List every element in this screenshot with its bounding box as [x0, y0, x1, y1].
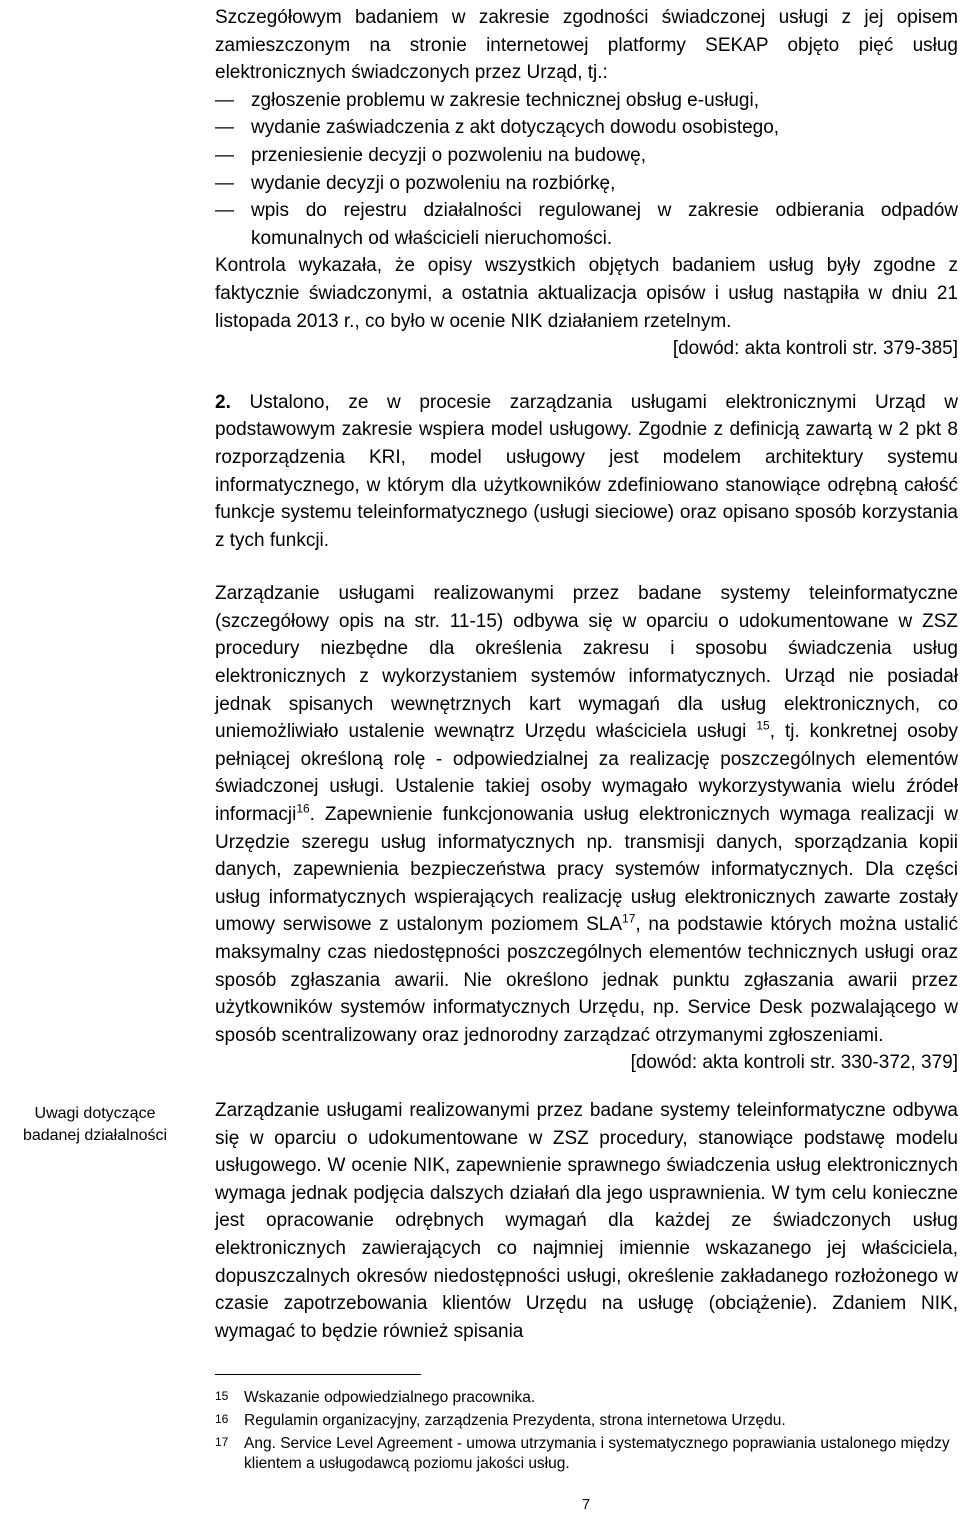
footnote: 17 Ang. Service Level Agreement - umowa utrzymania i systematycznego poprawiania ustalonego między klientem a usługodawcą poziomu jakości usług.: [215, 1434, 958, 1474]
service-list: [215, 87, 958, 253]
list-item: — wydanie decyzji o pozwoleniu na rozbiórkę,: [215, 170, 958, 198]
footnotes: [215, 1388, 958, 1477]
evidence-reference: [dowód: akta kontroli str. 330-372, 379]: [630, 1052, 958, 1074]
intro-paragraph: Szczegółowym badaniem w zakresie zgodności świadczonej usługi z jej opisem zamieszczonym na stronie internetowej platformy SEKAP objęto pięć usług elektronicznych świadczonych przez Urząd, tj.:: [215, 7, 958, 84]
spacer: [215, 1077, 958, 1097]
footnote-number: 16: [215, 1412, 229, 1426]
dash-icon: —: [215, 89, 234, 111]
list-item: — wydanie zaświadczenia z akt dotyczących dowodu osobistego,: [215, 114, 958, 142]
margin-label: Uwagi dotyczące badanej działalności: [22, 1105, 168, 1144]
footnote-number: 17: [215, 1435, 229, 1449]
spacer: [215, 554, 958, 580]
list-item: — zgłoszenie problemu w zakresie technicznej obsług e-usługi,: [215, 87, 958, 115]
footnote-ref: 17: [622, 912, 636, 927]
footnote: 16 Regulamin organizacyjny, zarządzenia Prezydenta, strona internetowa Urzędu.: [215, 1411, 958, 1431]
dash-icon: —: [215, 172, 234, 194]
dash-icon: —: [215, 144, 234, 166]
footnote-ref: 15: [756, 718, 770, 733]
service-management-paragraph: Zarządzanie usługami realizowanymi przez badane systemy teleinformatyczne (szczegółowy opis na str. 11-15) odbywa się w oparciu o udokumentowane w ZSZ procedury niezbędne dla określenia zakresu i sposobu świadczenia usług elektronicznych z wykorzystaniem systemów informatycznych. Urząd nie posiadał jednak spisanych wewnętrznych kart wymagań dla usług elektronicznych, co uniemożliwiało ustalenie wewnątrz Urzędu właściciela usługi $^{15}$, tj. konkretnej osoby pełniącej określoną rolę - odpowiedzialnej za realizację poszczególnych elementów świadczonej usługi. Ustalenie takiej osoby wymagało wykorzystywania wielu źródeł informacji$^{16}$. Zapewnienie funkcjonowania usług elektronicznych wymaga realizacji w Urzędzie szeregu usług informatycznych np. transmisji danych, sporządzania kopii danych, zapewnienia bezpieczeństwa pracy systemów informatycznych. Dla części usług informatycznych wspierających realizację usług elektronicznych zawarte zostały umowy serwisowe z ustalonym poziomem SLA$^{17}$, na podstawie których można ustalić maksymalny czas niedostępności poszczególnych elementów technicznych usługi oraz sposób zgłaszania awarii. Nie określono jednak punktu zgłaszania awarii przez użytkowników systemów informatycznych Urzędu, np. Service Desk pozwalającego w sposób scentralizowany oraz jednorodny zarządzać otrzymanymi zgłoszeniami.: [215, 583, 959, 1046]
list-item: — wpis do rejestru działalności regulowanej w zakresie odbierania odpadów komunalnych od właścicieli nieruchomości.: [215, 197, 958, 252]
section-number: 2.: [215, 391, 231, 413]
footnote-divider: [215, 1374, 421, 1375]
dash-icon: —: [215, 117, 234, 139]
footnote: 15 Wskazanie odpowiedzialnego pracownika.: [215, 1388, 958, 1408]
section-2-paragraph: 2. Ustalono, ze w procesie zarządzania usługami elektronicznymi Urząd w podstawowym zakresie wspiera model usługowy. Zgodnie z definicją zawartą w 2 pkt 8 rozporządzenia KRI, model usługowy jest modelem architektury systemu informatycznego, w którym dla użytkowników zdefiniowano stanowiące odrębną całość funkcje systemu teleinformatycznego (usługi sieciowe) oraz opisano sposób korzystania z tych funkcji.: [215, 391, 958, 551]
kontrola-paragraph: Kontrola wykazała, że opisy wszystkich objętych badaniem usług były zgodne z faktycznie świadczonymi, a ostatnia aktualizacja opisów i usług nastąpiła w dniu 21 listopada 2013 r., co było w ocenie NIK działaniem rzetelnym.: [215, 255, 958, 332]
spacer: [215, 363, 958, 389]
evidence-reference: [dowód: akta kontroli str. 379-385]: [672, 338, 958, 360]
footnote-number: 15: [215, 1389, 229, 1403]
main-text: [215, 4, 958, 1345]
footnote-ref: 16: [296, 801, 310, 816]
page-number: 7: [581, 1496, 591, 1513]
nik-assessment-paragraph: Zarządzanie usługami realizowanymi przez badane systemy teleinformatyczne odbywa się w oparciu o udokumentowane w ZSZ procedury, stanowiące podstawę modelu usługowego. W ocenie NIK, zapewnienie sprawnego świadczenia usług elektronicznych wymaga jednak podjęcia dalszych działań dla jego usprawnienia. W tym celu konieczne jest opracowanie odrębnych wymagań dla każdej ze świadczonych usług elektronicznych zawierających co najmniej imiennie wskazanego jej właściciela, dopuszczalnych okresów niedostępności usługi, określenie zakładanego rozłożonego w czasie zapotrzebowania klientów Urzędu na usługę (obciążenie). Zdaniem NIK, wymagać to będzie również spisania: [215, 1099, 958, 1342]
list-item: — przeniesienie decyzji o pozwoleniu na budowę,: [215, 142, 958, 170]
dash-icon: —: [215, 200, 234, 222]
